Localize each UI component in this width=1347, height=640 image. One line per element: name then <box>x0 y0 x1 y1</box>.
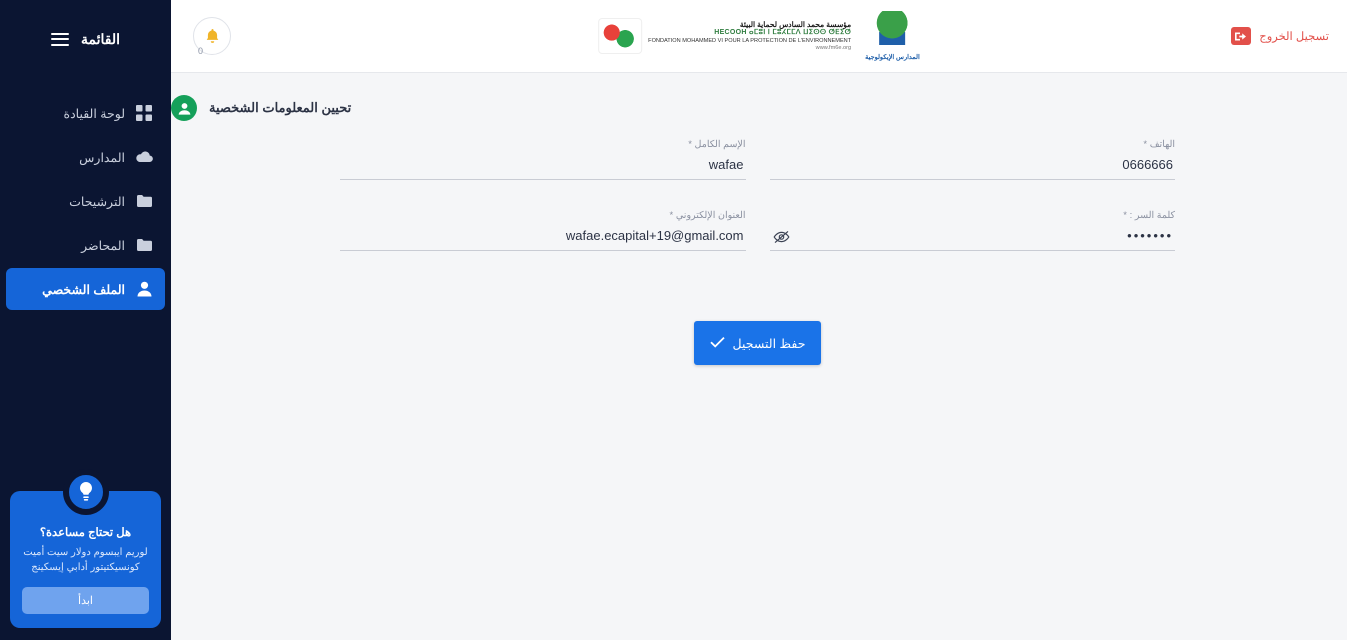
help-card <box>10 491 161 628</box>
form-row-1 <box>340 139 1175 180</box>
field-full-name <box>340 139 746 180</box>
logout-button[interactable] <box>1231 27 1329 45</box>
lightbulb-icon <box>63 469 109 515</box>
user-avatar-icon <box>171 95 197 121</box>
password-input[interactable] <box>770 228 1176 251</box>
profile-form <box>340 139 1175 365</box>
fm6-logo-line1: مؤسسة محمد السادس لحماية البيئة <box>739 19 852 29</box>
sidebar-item-profile[interactable] <box>6 268 165 310</box>
sidebar-item-label: لوحة القيادة <box>63 106 125 121</box>
topbar <box>171 0 1347 73</box>
field-label-full-name: الإسم الكامل * <box>688 139 746 150</box>
help-start-button[interactable]: ابدأ <box>22 587 149 614</box>
fm6-logo-line3: FONDATION MOHAMMED VI POUR LA PROTECTION DE L'ENVIRONNEMENT <box>648 38 852 45</box>
field-password <box>770 210 1176 251</box>
eco-schools-caption: المدارس الإيكولوجية <box>865 54 920 61</box>
field-email <box>340 210 746 251</box>
sidebar-title: القائمة <box>81 30 120 47</box>
check-icon <box>710 336 725 351</box>
sidebar-item-label: الملف الشخصي <box>42 282 125 297</box>
field-phone <box>770 139 1176 180</box>
field-label-email: العنوان الإلكتروني * <box>669 210 746 221</box>
sidebar-item-dashboard[interactable] <box>6 92 165 134</box>
hamburger-icon[interactable] <box>51 33 69 46</box>
school-cloud-icon <box>135 148 153 166</box>
help-text: لوريم ايبسوم دولار سيت أميت كونسيكتيتور أدابي إيسكينج <box>23 547 148 573</box>
save-button-label: حفظ التسجيل <box>732 336 806 351</box>
fm6-logo-line4: www.fm6e.org <box>815 45 852 52</box>
bell-icon <box>205 28 220 45</box>
form-row-2 <box>340 210 1175 251</box>
header-logos <box>598 11 920 61</box>
form-header <box>171 95 1347 121</box>
field-label-phone: الهاتف * <box>1143 139 1175 150</box>
save-button[interactable] <box>694 321 822 365</box>
user-icon <box>135 280 153 298</box>
notification-count: 0 <box>198 46 204 56</box>
main-area <box>171 0 1347 640</box>
fm6-logo-line2: HECOOH ⴰⵎⵓⵏ ⵏ ⵎⵓⵃⵎⵎⴷ ⵡⵉⵙⵙ ⵚⴹⵉⵚ <box>714 29 852 37</box>
folder-icon <box>135 192 153 210</box>
full-name-input[interactable] <box>340 157 746 180</box>
email-input[interactable] <box>340 228 746 251</box>
fm6-logo-mark <box>598 18 642 54</box>
folder-icon <box>135 236 153 254</box>
sidebar-item-schools[interactable] <box>6 136 165 178</box>
page-title: تحيين المعلومات الشخصية <box>209 100 352 115</box>
eye-off-icon[interactable] <box>772 227 792 247</box>
sidebar-header <box>0 0 171 78</box>
sidebar-nav <box>0 92 171 310</box>
help-title: هل تحتاج مساعدة؟ <box>39 527 132 539</box>
field-label-password: كلمة السر : * <box>1123 210 1175 221</box>
sidebar-item-label: المحاضر <box>81 238 125 253</box>
tree-book-icon <box>869 11 915 51</box>
fm6-logo <box>598 18 851 54</box>
dashboard-grid-icon <box>135 104 153 122</box>
eco-schools-logo <box>865 11 920 61</box>
logout-label: تسجيل الخروج <box>1259 31 1329 43</box>
sidebar-item-reports[interactable] <box>6 224 165 266</box>
sidebar-item-label: المدارس <box>79 150 125 165</box>
sidebar-item-nominations[interactable] <box>6 180 165 222</box>
sidebar <box>0 0 171 640</box>
profile-content <box>171 73 1347 640</box>
submit-row <box>340 321 1175 365</box>
phone-input[interactable] <box>770 157 1176 180</box>
notifications-button[interactable] <box>193 17 231 55</box>
sidebar-item-label: الترشيحات <box>69 194 125 209</box>
logout-icon <box>1231 27 1251 45</box>
